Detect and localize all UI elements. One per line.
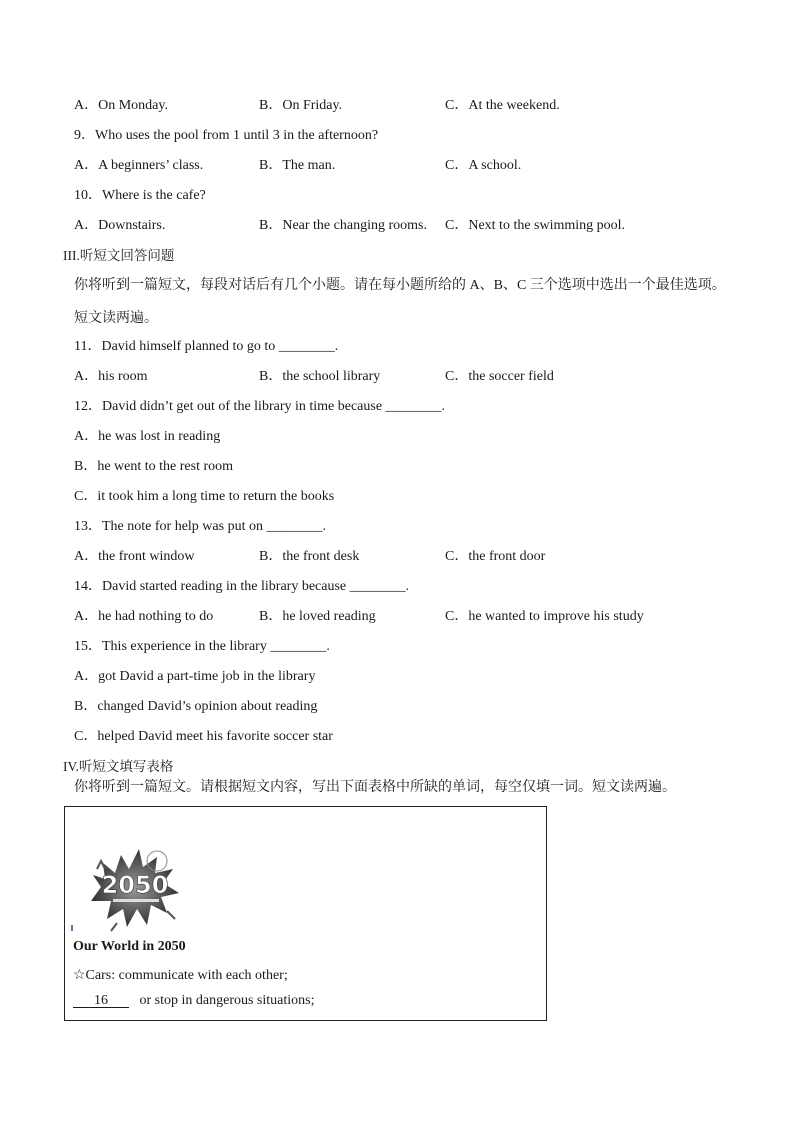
table-title: Our World in 2050 (73, 939, 186, 954)
q11-option-b: B．the school library (259, 369, 381, 384)
section3-instruction: 你将听到一篇短文，每段对话后有几个小题。请在每小题所给的 A、B、C 三个选项中选出一个最佳选项。 (74, 278, 726, 293)
q12-option-c: C．it took him a long time to return the books (74, 489, 335, 504)
section4-heading: IV.听短文填写表格 (63, 759, 174, 774)
q8-option-c: C．At the weekend. (445, 98, 560, 113)
q12-option-b: B．he went to the rest room (74, 459, 234, 474)
q12-stem: 12．David didn’t get out of the library in time because ________. (74, 399, 446, 414)
q15-option-b: B．changed David’s opinion about reading (74, 699, 318, 714)
q14-option-b: B．he loved reading (259, 609, 376, 624)
fill-in-table (64, 806, 547, 1021)
q14-stem: 14．David started reading in the library because ________. (74, 579, 410, 594)
q11-stem: 11．David himself planned to go to ________. (74, 339, 339, 354)
q10-option-a: A．Downstairs. (74, 218, 166, 233)
table-line-stop: or stop in dangerous situations; (139, 993, 315, 1008)
q13-option-a: A．the front window (74, 549, 195, 564)
q13-option-c: C．the front door (445, 549, 546, 564)
q8-option-a: A．On Monday. (74, 98, 168, 113)
section3-note: 短文读两遍。 (74, 311, 158, 326)
small-marker (71, 925, 73, 931)
table-line-cars: ☆Cars: communicate with each other; (73, 968, 288, 983)
q9-option-a: A．A beginners’ class. (74, 158, 204, 173)
logo-text: 2050 (101, 871, 169, 899)
q8-option-b: B．On Friday. (259, 98, 343, 113)
q13-stem: 13．The note for help was put on ________. (74, 519, 326, 534)
q9-option-c: C．A school. (445, 158, 522, 173)
q9-stem: 9．Who uses the pool from 1 until 3 in the afternoon? (74, 128, 379, 143)
section4-instruction: 你将听到一篇短文。请根据短文内容，写出下面表格中所缺的单词，每空仅填一词。短文读两遍。 (74, 780, 676, 795)
q15-stem: 15．This experience in the library ________. (74, 639, 330, 654)
q14-option-a: A．he had nothing to do (74, 609, 214, 624)
q10-stem: 10．Where is the cafe? (74, 188, 206, 203)
q10-option-c: C．Next to the swimming pool. (445, 218, 626, 233)
q13-option-b: B．the front desk (259, 549, 360, 564)
q9-option-b: B．The man. (259, 158, 336, 173)
q11-option-a: A．his room (74, 369, 148, 384)
q10-option-b: B．Near the changing rooms. (259, 218, 427, 233)
q12-option-a: A．he was lost in reading (74, 429, 221, 444)
q14-option-c: C．he wanted to improve his study (445, 609, 644, 624)
answer-blank-16[interactable] (73, 993, 129, 1009)
q15-option-c: C．helped David meet his favorite soccer star (74, 729, 333, 744)
q11-option-c: C．the soccer field (445, 369, 554, 384)
section3-heading: III.听短文回答问题 (63, 248, 175, 263)
2050-logo-image (87, 835, 183, 935)
blank-number-16: 16 (94, 993, 108, 1008)
q15-option-a: A．got David a part-time job in the library (74, 669, 316, 684)
table-line-blank16 (73, 993, 315, 1009)
